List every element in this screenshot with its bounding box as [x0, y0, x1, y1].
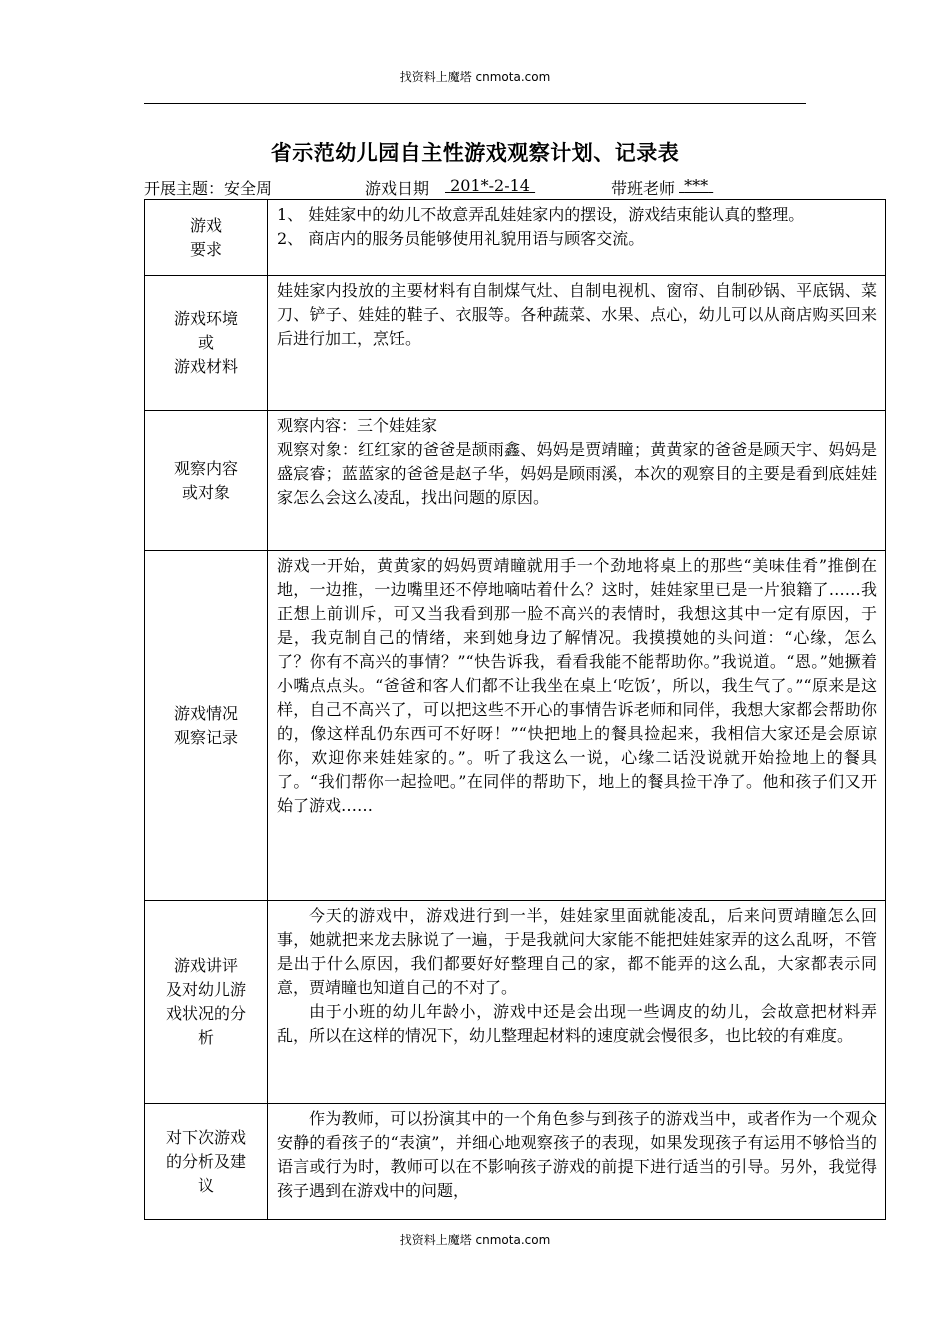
content-suggestion: 作为教师，可以扮演其中的一个角色参与到孩子的游戏当中，或者作为一个观众安静的看孩子的“表演”，并细心地观察孩子的表现，如果发现孩子有运用不够恰当的语言或行为时，教师可以在不影响孩子游戏的前提下进行适当的引导。另外，我觉得孩子遇到在游戏中的问题，	[268, 1104, 886, 1220]
header-divider	[144, 103, 806, 104]
date-label: 游戏日期	[365, 179, 430, 198]
observation-table	[144, 199, 886, 1220]
content-record: 游戏一开始，黄黄家的妈妈贾靖瞳就用手一个劲地将桌上的那些“美味佳肴”推倒在地，一边推，一边嘴里还不停地嘀咕着什么？这时，娃娃家里已是一片狼籍了……我正想上前训斥，可又当我看到那一脸不高兴的表情时，我想这其中一定有原因，于是，我克制自己的情绪，来到她身边了解情况。我摸摸她的头问道：“心缘，怎么了？你有不高兴的事情？”“快告诉我，看看我能不能帮助你。”我说道。“恩。”她撅着小嘴点点头。“爸爸和客人们都不让我坐在桌上‘吃饭’，所以，我生气了。”“原来是这样，自己不高兴了，可以把这些不开心的事情告诉老师和同伴，我想大家都会帮助你的，像这样乱仍东西可不好呀！”“快把地上的餐具捡起来，我相信大家还是会原谅你，欢迎你来娃娃家的。”。听了我这么一说，心缘二话没说就开始捡地上的餐具了。“我们帮你一起捡吧。”在同伴的帮助下，地上的餐具捡干净了。他和孩子们又开始了游戏……	[268, 551, 886, 901]
label-observation-target: 观察内容 或对象	[145, 411, 268, 551]
page-footer: 找资料上魔塔 cnmota.com	[399, 1233, 551, 1247]
teacher-label: 带班老师	[611, 179, 676, 198]
row-environment	[145, 276, 886, 411]
label-analysis: 游戏讲评 及对幼儿游 戏状况的分 析	[145, 901, 268, 1104]
content-analysis: 今天的游戏中，游戏进行到一半，娃娃家里面就能凌乱，后来问贾靖瞳怎么回事，她就把来龙去脉说了一遍，于是我就问大家能不能把娃娃家弄的这么乱呀，不管是出于什么原因，我们都要好好整理自己的家，都不能弄的这么乱，大家都表示同意，贾靖瞳也知道自己的不对了。 由于小班的幼儿年龄小，游戏中还是会出现一些调皮的幼儿，会故意把材料弄乱，所以在这样的情况下，幼儿整理起材料的速度就会慢很多，也比较的有难度。	[268, 901, 886, 1104]
date-value: 201*-2-14	[450, 176, 530, 195]
meta-line	[144, 176, 886, 198]
label-requirements: 游戏 要求	[145, 200, 268, 276]
row-requirements	[145, 200, 886, 276]
theme-label: 开展主题：安全周	[144, 179, 273, 198]
document-title: 省示范幼儿园自主性游戏观察计划、记录表	[270, 140, 680, 165]
label-suggestion: 对下次游戏 的分析及建 议	[145, 1104, 268, 1220]
page-header: 找资料上魔塔 cnmota.com	[399, 70, 551, 84]
row-observation-target	[145, 411, 886, 551]
row-suggestion	[145, 1104, 886, 1220]
row-analysis	[145, 901, 886, 1104]
content-observation-target: 观察内容：三个娃娃家 观察对象：红红家的爸爸是颉雨鑫、妈妈是贾靖瞳；黄黄家的爸爸是顾天宇、妈妈是盛宸睿；蓝蓝家的爸爸是赵子华，妈妈是顾雨溪，本次的观察目的主要是看到底娃娃家怎么会这么凌乱，找出问题的原因。	[268, 411, 886, 551]
label-record: 游戏情况 观察记录	[145, 551, 268, 901]
teacher-value: ***	[684, 176, 709, 195]
row-record	[145, 551, 886, 901]
label-environment: 游戏环境 或 游戏材料	[145, 276, 268, 411]
content-environment: 娃娃家内投放的主要材料有自制煤气灶、自制电视机、窗帘、自制砂锅、平底锅、菜刀、铲子、娃娃的鞋子、衣服等。各种蔬菜、水果、点心，幼儿可以从商店购买回来后进行加工，烹饪。	[268, 276, 886, 411]
content-requirements: 1、 娃娃家中的幼儿不故意弄乱娃娃家内的摆设，游戏结束能认真的整理。 2、 商店内的服务员能够使用礼貌用语与顾客交流。	[268, 200, 886, 276]
